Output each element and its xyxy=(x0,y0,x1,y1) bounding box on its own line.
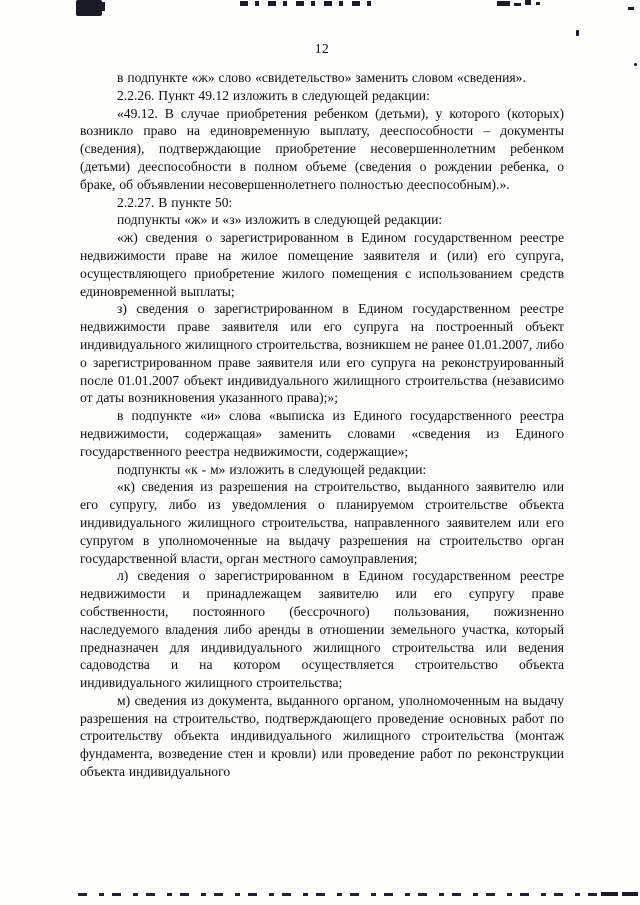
scan-speck-right-margin-1 xyxy=(576,30,579,36)
scan-speck-right-margin-2 xyxy=(634,63,637,66)
paragraph: «ж) сведения о зарегистрированном в Едином государственном реестре недвижимости праве на жилое помещение заявителя и (или) его супруга, осуществляющего приобретение жилого помещения с использованием средств единовременной выплаты; xyxy=(80,230,564,299)
paragraph: «к) сведения из разрешения на строительство, выданного заявителю или его супругу, либо из уведомления о планируемом строительстве объекта индивидуального жилищного строительства, направленного заявителем или его супругом в уполномоченные на выдачу разрешения на строительство орган государственной власти, орган местного самоуправления; xyxy=(80,479,564,566)
scan-speck-top-right-1 xyxy=(497,1,510,6)
paragraph: 2.2.27. В пункте 50: xyxy=(117,194,233,210)
paragraph: в подпункте «ж» слово «свидетельство» заменить словом «сведения». xyxy=(117,70,526,85)
paragraph: 2.2.26. Пункт 49.12 изложить в следующей редакции: xyxy=(117,87,430,103)
scan-dash-bottom-right-1 xyxy=(601,892,618,896)
paragraph: з) сведения о зарегистрированном в Едином государственном реестре недвижимости праве заявителя или его супруга на построенный объект индивидуального жилищного строительства, возникшем не ранее 01.01.2007, либо о зарегистрированном праве заявителя или его супруга на реконструированный после 01.01.2007 объект индивидуального жилищного строительства (независимо от даты возникновения указанного права);»; xyxy=(80,301,564,406)
paragraph: подпункты «к - м» изложить в следующей редакции: xyxy=(117,461,427,477)
document-body xyxy=(80,69,564,781)
scan-speck-top-right-4 xyxy=(536,2,540,5)
paragraph: «49.12. В случае приобретения ребенком (детьми), у которого (которых) возникло право на единовременную выплату, дееспособности – документы (сведения), подтверждающие приобретение несовершеннолетним ребенком (детьми) дееспособности в полном объеме (сведения о рождении ребенка, о браке, об объявлении несовершеннолетнего полностью дееспособным).». xyxy=(80,105,564,192)
scan-speck-top-right-2 xyxy=(514,3,521,6)
scan-dash-bottom-right-2 xyxy=(622,892,638,896)
scan-artifact-blob xyxy=(76,0,102,16)
paragraph: подпункты «ж» и «з» изложить в следующей редакции: xyxy=(117,212,443,228)
paragraph: л) сведения о зарегистрированном в Едином государственном реестре недвижимости и принадлежащем заявителю или его супругу праве собственности, постоянного (бессрочного) пользования, пожизненно наследуемого владения либо аренды в отношении земельного участка, который предназначен для индивидуального жилищного строительства или ведения садоводства и на котором осуществляется строительство объекта индивидуального жилищного строительства; xyxy=(80,568,564,691)
scan-speck-top-right-3 xyxy=(525,0,531,5)
scan-speck-right-edge-1 xyxy=(628,7,634,10)
page-number: 12 xyxy=(314,41,330,56)
scan-noise-bottom xyxy=(78,893,598,896)
scan-artifact-blob-tail xyxy=(100,2,105,11)
paragraph: в подпункте «и» слова «выписка из Единого государственного реестра недвижимости, содержащая» заменить словами «сведения из Единого государственного реестра недвижимости, содержащие»; xyxy=(80,408,564,459)
scan-noise-top-center xyxy=(240,1,376,6)
paragraph: м) сведения из документа, выданного органом, уполномоченным на выдачу разрешения на строительство, подтверждающего проведение основных работ по строительству объекта индивидуального жилищного строительства (монтаж фундамента, возведение стен и кровли) или проведение работ по реконструкции объекта индивидуального xyxy=(80,692,564,780)
